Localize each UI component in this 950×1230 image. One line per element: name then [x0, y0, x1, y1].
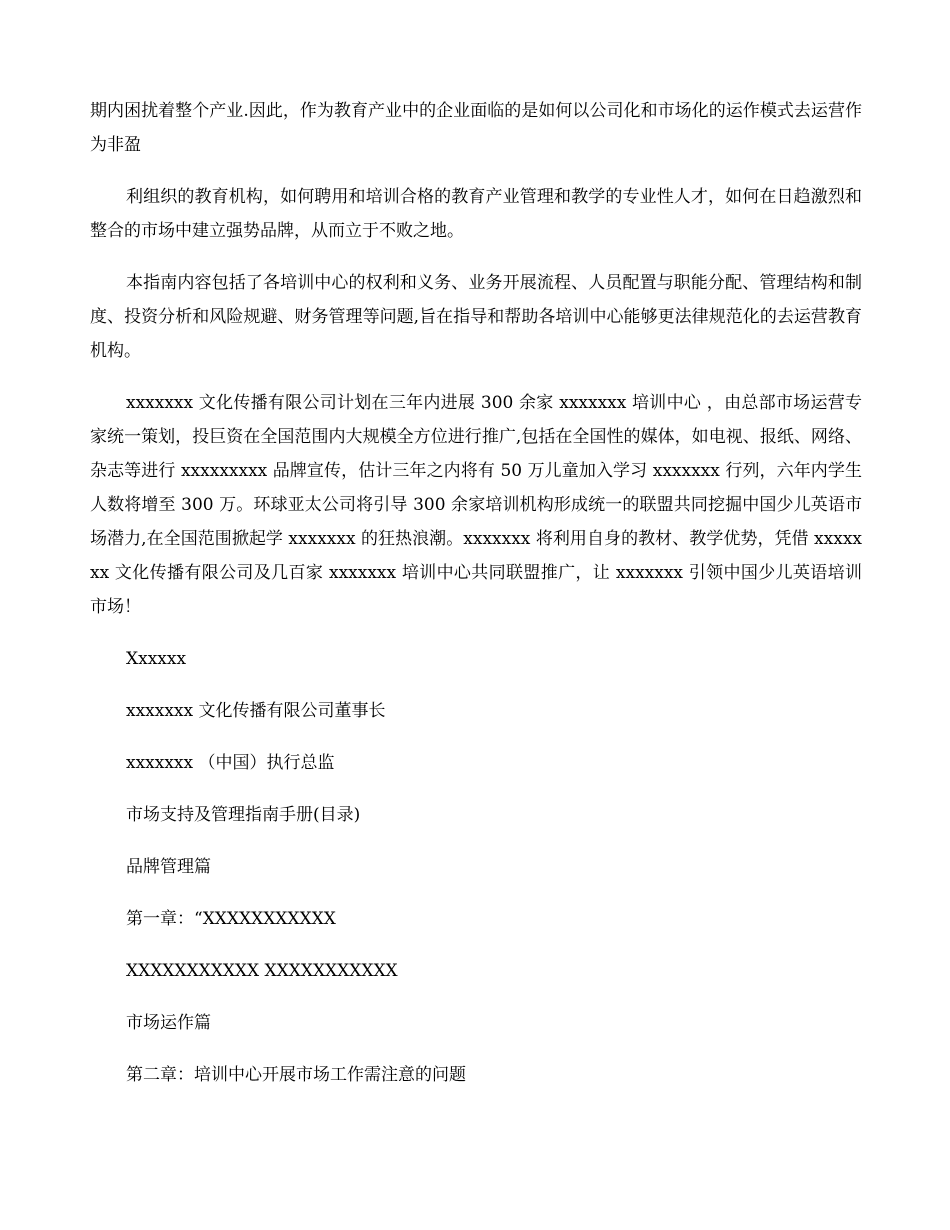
toc-section-market-operation: 市场运作篇 [126, 1013, 211, 1033]
toc-chapter-2: 第二章：培训中心开展市场工作需注意的问题 [126, 1065, 466, 1085]
signature-title-director: xxxxxxx （中国）执行总监 [126, 753, 335, 773]
toc-chapter-1-subtitle: XXXXXXXXXXX XXXXXXXXXXX [126, 961, 398, 981]
signature-name: Xxxxxx [126, 649, 187, 669]
paragraph-continuation: 期内困扰着整个产业.因此，作为教育产业中的企业面临的是如何以公司化和市场化的运作模式去运营作为非盈 [90, 101, 862, 155]
document-body [90, 94, 862, 1110]
paragraph-guide-contents: 本指南内容包括了各培训中心的权利和义务、业务开展流程、人员配置与职能分配、管理结构和制度、投资分析和风险规避、财务管理等问题,旨在指导和帮助各培训中心能够更法律规范化的去运营教育机构。 [90, 273, 862, 361]
toc-heading: 市场支持及管理指南手册(目录) [126, 805, 361, 825]
paragraph-education-organization: 利组织的教育机构，如何聘用和培训合格的教育产业管理和教学的专业性人才，如何在日趋激烈和整合的市场中建立强势品牌，从而立于不败之地。 [90, 187, 862, 241]
toc-section-brand-management: 品牌管理篇 [126, 857, 211, 877]
signature-title-chairman: xxxxxxx 文化传播有限公司董事长 [126, 701, 386, 721]
toc-chapter-1: 第一章：“XXXXXXXXXXX [126, 909, 336, 929]
paragraph-company-plan: xxxxxxx 文化传播有限公司计划在三年内进展 300 余家 xxxxxxx 培训中心 ，由总部市场运营专家统一策划，投巨资在全国范围内大规模全方位进行推广,包括在全国性的媒体，如电视、报纸、网络、杂志等进行 xxxxxxxxx 品牌宣传，估计三年之内将有 50 万儿童加入学习 xxxxxxx 行列，六年内学生人数将增至 300 万。环球亚太公司将引导 300 余家培训机构形成统一的联盟共同挖掘中国少儿英语市场潜力,在全国范围掀起学 xxxxxxx 的狂热浪潮。xxxxxxx 将利用自身的教材、教学优势，凭借 xxxxxxx 文化传播有限公司及几百家 xxxxxxx 培训中心共同联盟推广，让 xxxxxxx 引领中国少儿英语培训市场！ [90, 393, 862, 617]
